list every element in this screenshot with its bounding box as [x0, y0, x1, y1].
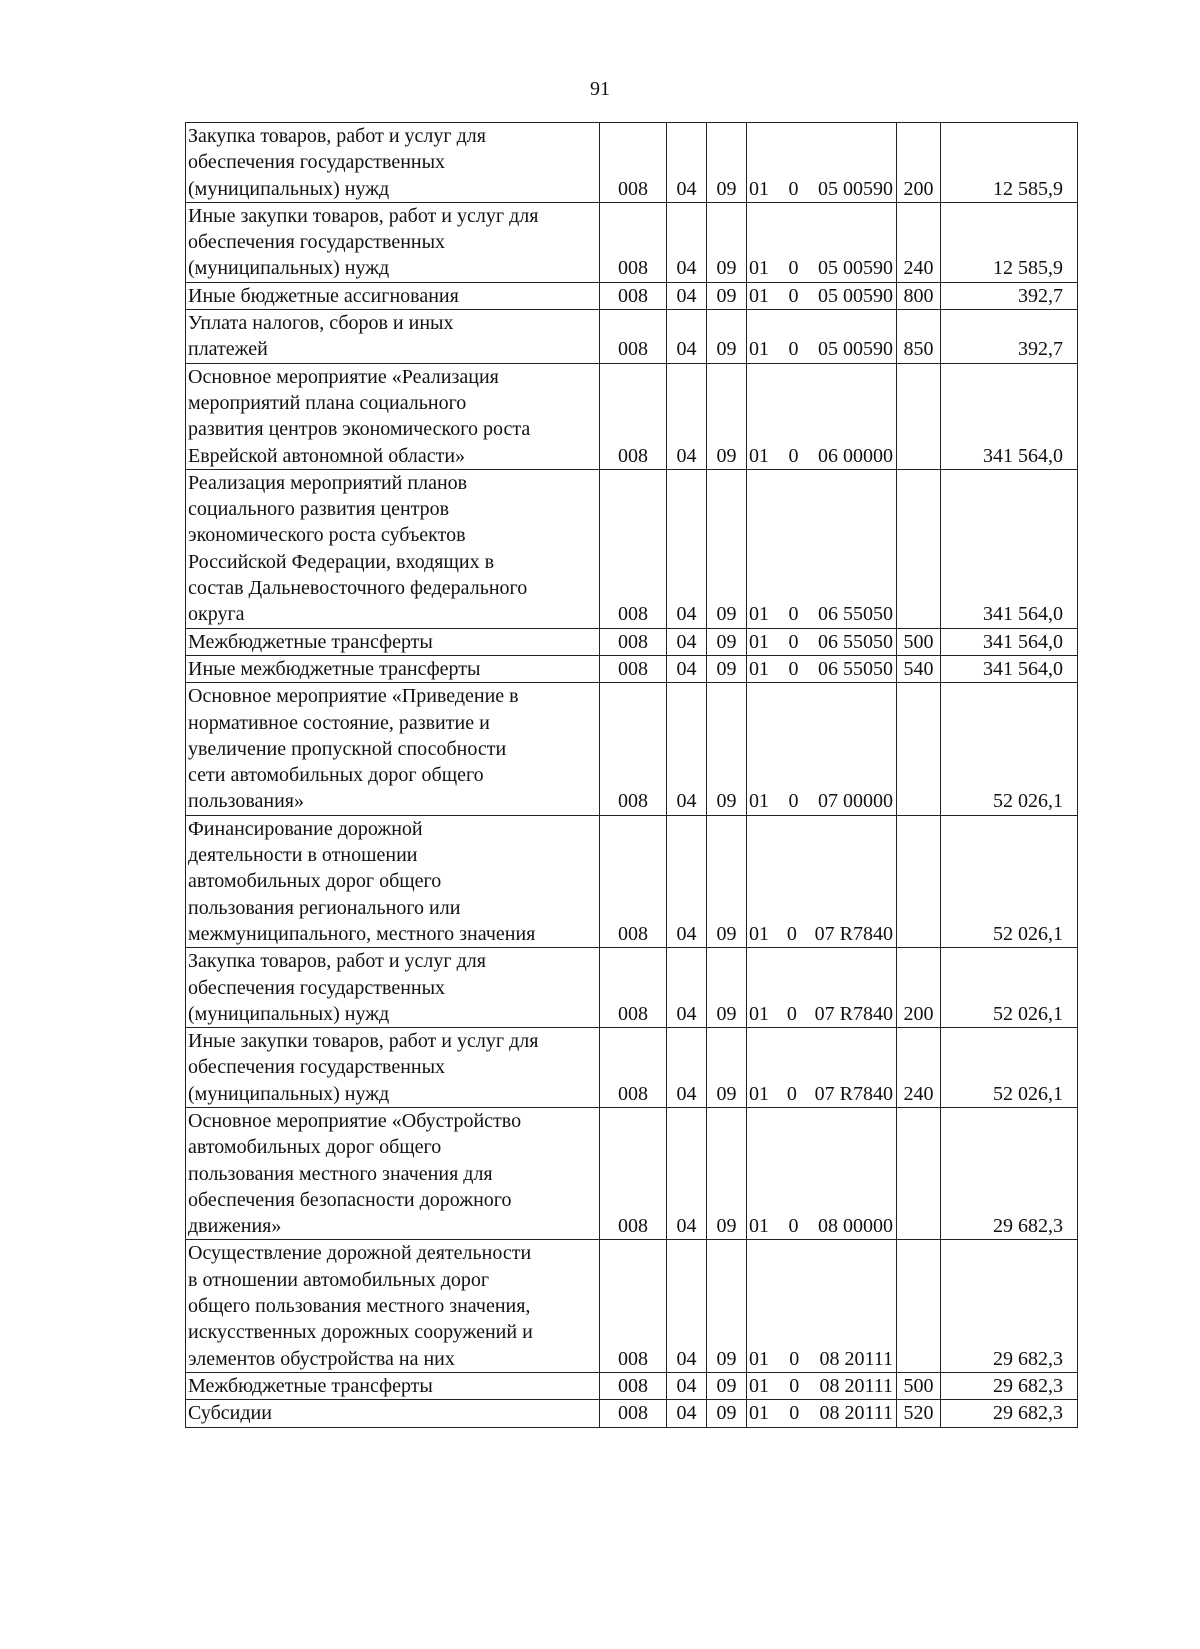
- expense-name-line: Иные закупки товаров, работ и услуг для: [188, 204, 539, 227]
- expense-name-line: состав Дальневосточного федерального: [188, 577, 528, 600]
- gr-code-cell: 008: [600, 310, 667, 364]
- csr-code-part: 0: [788, 257, 799, 280]
- expense-name-line: Субсидии: [188, 1402, 272, 1425]
- expense-name-line: Российской Федерации, входящих в: [188, 550, 495, 573]
- expense-name-line: автомобильных дорог общего: [188, 1136, 442, 1159]
- csr-code-parts: [749, 336, 893, 362]
- expense-name-line: Основное мероприятие «Приведение в: [188, 685, 519, 708]
- csr-code-part: 0: [788, 338, 799, 361]
- sum-cell: 29 682,3: [941, 1107, 1078, 1239]
- sum-cell: 52 026,1: [941, 683, 1078, 815]
- csr-code-part: 0: [786, 1082, 797, 1105]
- gr-code-cell: 008: [600, 1372, 667, 1399]
- csr-code-part: 01: [749, 1002, 769, 1025]
- expense-name-cell: [186, 815, 600, 947]
- sum-cell: 52 026,1: [941, 948, 1078, 1028]
- sum-cell: 341 564,0: [941, 628, 1078, 655]
- csr-code-cell: [747, 1107, 897, 1239]
- table-row: [186, 815, 1078, 947]
- csr-code-part: 01: [749, 922, 769, 945]
- csr-code-part: 0: [788, 657, 799, 680]
- vr-code-cell: [897, 815, 941, 947]
- expense-name-line: Основное мероприятие «Обустройство: [188, 1109, 522, 1132]
- csr-code-cell: [747, 1240, 897, 1372]
- csr-code-part: 01: [749, 444, 769, 467]
- table-row: [186, 1240, 1078, 1372]
- vr-code-cell: 800: [897, 282, 941, 309]
- sum-cell: 29 682,3: [941, 1240, 1078, 1372]
- expense-name-cell: [186, 202, 600, 282]
- csr-code-part: 0: [788, 1215, 799, 1238]
- table-row: [186, 1372, 1078, 1399]
- table-row: [186, 655, 1078, 682]
- sum-cell: 29 682,3: [941, 1372, 1078, 1399]
- csr-code-parts: [749, 629, 893, 655]
- csr-code-part: 05 00590: [818, 338, 893, 361]
- csr-code-part: 0: [788, 630, 799, 653]
- table-row: [186, 202, 1078, 282]
- csr-code-part: 01: [749, 284, 769, 307]
- gr-code-cell: 008: [600, 1028, 667, 1108]
- csr-code-part: 06 00000: [818, 444, 893, 467]
- expense-name-line: Иные закупки товаров, работ и услуг для: [188, 1030, 539, 1053]
- csr-code-part: 07 R7840: [814, 1082, 893, 1105]
- csr-code-part: 08 20111: [819, 1402, 893, 1425]
- expense-name-line: Межбюджетные трансферты: [188, 630, 433, 653]
- expense-name-line: в отношении автомобильных дорог: [188, 1268, 490, 1291]
- rz-code-cell: 04: [667, 815, 707, 947]
- csr-code-part: 0: [789, 1347, 800, 1370]
- expense-name-cell: [186, 1400, 600, 1427]
- rz-code-cell: 04: [667, 655, 707, 682]
- rz-code-cell: 04: [667, 1400, 707, 1427]
- csr-code-cell: [747, 1400, 897, 1427]
- rz-code-cell: 04: [667, 123, 707, 203]
- table-row: [186, 1107, 1078, 1239]
- expense-name-line: Закупка товаров, работ и услуг для: [188, 950, 486, 973]
- expense-name-line: округа: [188, 603, 245, 626]
- pr-code-cell: 09: [707, 628, 747, 655]
- expense-name-line: социального развития центров: [188, 498, 450, 521]
- budget-table-body: [186, 123, 1078, 1428]
- csr-code-cell: [747, 948, 897, 1028]
- csr-code-part: 05 00590: [818, 177, 893, 200]
- vr-code-cell: 200: [897, 948, 941, 1028]
- csr-code-parts: [749, 601, 893, 627]
- expense-name-cell: [186, 1240, 600, 1372]
- rz-code-cell: 04: [667, 683, 707, 815]
- expense-name-line: Основное мероприятие «Реализация: [188, 365, 499, 388]
- expense-name-line: Реализация мероприятий планов: [188, 471, 468, 494]
- csr-code-part: 01: [749, 657, 769, 680]
- csr-code-parts: [749, 1346, 893, 1372]
- expense-name-line: нормативное состояние, развитие и: [188, 711, 490, 734]
- gr-code-cell: 008: [600, 1400, 667, 1427]
- vr-code-cell: 240: [897, 202, 941, 282]
- vr-code-cell: 200: [897, 123, 941, 203]
- csr-code-parts: [749, 1400, 893, 1426]
- gr-code-cell: 008: [600, 1107, 667, 1239]
- csr-code-part: 0: [788, 790, 799, 813]
- vr-code-cell: 240: [897, 1028, 941, 1108]
- table-row: [186, 948, 1078, 1028]
- csr-code-part: 08 20111: [819, 1347, 893, 1370]
- csr-code-part: 0: [788, 177, 799, 200]
- expense-name-line: обеспечения государственных: [188, 231, 446, 254]
- table-row: [186, 628, 1078, 655]
- pr-code-cell: 09: [707, 1107, 747, 1239]
- rz-code-cell: 04: [667, 628, 707, 655]
- csr-code-cell: [747, 469, 897, 628]
- csr-code-parts: [749, 788, 893, 814]
- expense-name-line: Иные межбюджетные трансферты: [188, 657, 481, 680]
- csr-code-cell: [747, 1372, 897, 1399]
- csr-code-part: 0: [789, 1402, 800, 1425]
- expense-name-cell: [186, 469, 600, 628]
- csr-code-parts: [749, 1001, 893, 1027]
- gr-code-cell: 008: [600, 948, 667, 1028]
- expense-name-line: деятельности в отношении: [188, 844, 418, 867]
- csr-code-part: 0: [789, 1374, 800, 1397]
- rz-code-cell: 04: [667, 202, 707, 282]
- expense-name-cell: [186, 655, 600, 682]
- expense-name-line: пользования местного значения для: [188, 1162, 493, 1185]
- csr-code-cell: [747, 683, 897, 815]
- gr-code-cell: 008: [600, 683, 667, 815]
- expense-name-line: сети автомобильных дорог общего: [188, 764, 484, 787]
- pr-code-cell: 09: [707, 655, 747, 682]
- rz-code-cell: 04: [667, 282, 707, 309]
- expense-name-line: автомобильных дорог общего: [188, 870, 442, 893]
- expense-name-cell: [186, 310, 600, 364]
- vr-code-cell: 520: [897, 1400, 941, 1427]
- expense-name-cell: [186, 1372, 600, 1399]
- csr-code-part: 05 00590: [818, 257, 893, 280]
- expense-name-line: платежей: [188, 338, 268, 361]
- expense-name-cell: [186, 948, 600, 1028]
- pr-code-cell: 09: [707, 123, 747, 203]
- csr-code-cell: [747, 202, 897, 282]
- expense-name-line: Межбюджетные трансферты: [188, 1374, 433, 1397]
- rz-code-cell: 04: [667, 310, 707, 364]
- pr-code-cell: 09: [707, 310, 747, 364]
- csr-code-part: 01: [749, 1374, 769, 1397]
- csr-code-parts: [749, 443, 893, 469]
- csr-code-parts: [749, 1373, 893, 1399]
- csr-code-cell: [747, 282, 897, 309]
- expense-name-cell: [186, 628, 600, 655]
- expense-name-line: мероприятий плана социального: [188, 391, 467, 414]
- csr-code-parts: [749, 921, 893, 947]
- vr-code-cell: 500: [897, 1372, 941, 1399]
- csr-code-part: 08 20111: [819, 1374, 893, 1397]
- sum-cell: 341 564,0: [941, 363, 1078, 469]
- sum-cell: 52 026,1: [941, 815, 1078, 947]
- csr-code-part: 06 55050: [818, 657, 893, 680]
- sum-cell: 392,7: [941, 282, 1078, 309]
- gr-code-cell: 008: [600, 469, 667, 628]
- csr-code-cell: [747, 123, 897, 203]
- sum-cell: 52 026,1: [941, 1028, 1078, 1108]
- pr-code-cell: 09: [707, 282, 747, 309]
- table-row: [186, 363, 1078, 469]
- vr-code-cell: [897, 683, 941, 815]
- sum-cell: 29 682,3: [941, 1400, 1078, 1427]
- expense-name-line: элементов обустройства на них: [188, 1347, 455, 1370]
- csr-code-part: 01: [749, 257, 769, 280]
- csr-code-part: 01: [749, 1215, 769, 1238]
- csr-code-cell: [747, 1028, 897, 1108]
- table-row: [186, 1028, 1078, 1108]
- expense-name-line: обеспечения государственных: [188, 151, 446, 174]
- expense-name-cell: [186, 1028, 600, 1108]
- vr-code-cell: 540: [897, 655, 941, 682]
- expense-name-line: обеспечения государственных: [188, 1056, 446, 1079]
- expense-name-line: движения»: [188, 1215, 282, 1238]
- sum-cell: 12 585,9: [941, 202, 1078, 282]
- expense-name-line: Закупка товаров, работ и услуг для: [188, 125, 486, 147]
- rz-code-cell: 04: [667, 363, 707, 469]
- table-row: [186, 469, 1078, 628]
- expense-name-cell: [186, 282, 600, 309]
- csr-code-part: 01: [749, 603, 769, 626]
- csr-code-part: 06 55050: [818, 603, 893, 626]
- gr-code-cell: 008: [600, 282, 667, 309]
- sum-cell: 341 564,0: [941, 469, 1078, 628]
- table-row: [186, 310, 1078, 364]
- expense-name-line: обеспечения безопасности дорожного: [188, 1188, 512, 1211]
- expense-name-line: экономического роста субъектов: [188, 524, 466, 547]
- csr-code-parts: [749, 1213, 893, 1239]
- expense-name-cell: [186, 683, 600, 815]
- pr-code-cell: 09: [707, 948, 747, 1028]
- vr-code-cell: [897, 1240, 941, 1372]
- csr-code-cell: [747, 655, 897, 682]
- expense-name-line: Еврейской автономной области»: [188, 444, 466, 467]
- vr-code-cell: [897, 363, 941, 469]
- csr-code-cell: [747, 363, 897, 469]
- gr-code-cell: 008: [600, 815, 667, 947]
- expense-name-line: Финансирование дорожной: [188, 817, 423, 840]
- gr-code-cell: 008: [600, 202, 667, 282]
- pr-code-cell: 09: [707, 1372, 747, 1399]
- sum-cell: 12 585,9: [941, 123, 1078, 203]
- rz-code-cell: 04: [667, 1028, 707, 1108]
- table-row: [186, 123, 1078, 203]
- sum-cell: 341 564,0: [941, 655, 1078, 682]
- csr-code-cell: [747, 628, 897, 655]
- vr-code-cell: 850: [897, 310, 941, 364]
- csr-code-cell: [747, 310, 897, 364]
- csr-code-parts: [749, 1081, 893, 1107]
- gr-code-cell: 008: [600, 628, 667, 655]
- pr-code-cell: 09: [707, 1028, 747, 1108]
- expense-name-cell: [186, 123, 600, 203]
- csr-code-part: 05 00590: [818, 284, 893, 307]
- csr-code-part: 0: [788, 444, 799, 467]
- expense-name-line: пользования регионального или: [188, 896, 461, 919]
- rz-code-cell: 04: [667, 948, 707, 1028]
- table-row: [186, 1400, 1078, 1427]
- expense-name-cell: [186, 1107, 600, 1239]
- csr-code-part: 01: [749, 630, 769, 653]
- expense-name-line: пользования»: [188, 790, 304, 813]
- csr-code-part: 07 R7840: [814, 922, 893, 945]
- pr-code-cell: 09: [707, 202, 747, 282]
- csr-code-part: 01: [749, 177, 769, 200]
- vr-code-cell: [897, 1107, 941, 1239]
- expense-name-line: обеспечения государственных: [188, 976, 446, 999]
- csr-code-part: 0: [788, 603, 799, 626]
- csr-code-part: 01: [749, 1082, 769, 1105]
- expense-name-line: (муниципальных) нужд: [188, 1002, 390, 1025]
- pr-code-cell: 09: [707, 815, 747, 947]
- csr-code-part: 07 R7840: [814, 1002, 893, 1025]
- rz-code-cell: 04: [667, 1107, 707, 1239]
- expense-name-line: Иные бюджетные ассигнования: [188, 284, 459, 307]
- csr-code-parts: [749, 283, 893, 309]
- csr-code-part: 0: [786, 1002, 797, 1025]
- rz-code-cell: 04: [667, 469, 707, 628]
- table-row: [186, 282, 1078, 309]
- csr-code-parts: [749, 176, 893, 202]
- csr-code-part: 0: [788, 284, 799, 307]
- csr-code-part: 07 00000: [818, 790, 893, 813]
- vr-code-cell: 500: [897, 628, 941, 655]
- gr-code-cell: 008: [600, 363, 667, 469]
- pr-code-cell: 09: [707, 469, 747, 628]
- pr-code-cell: 09: [707, 683, 747, 815]
- csr-code-part: 01: [749, 1402, 769, 1425]
- csr-code-part: 01: [749, 338, 769, 361]
- expense-name-line: развития центров экономического роста: [188, 418, 531, 441]
- rz-code-cell: 04: [667, 1240, 707, 1372]
- vr-code-cell: [897, 469, 941, 628]
- gr-code-cell: 008: [600, 1240, 667, 1372]
- csr-code-part: 01: [749, 790, 769, 813]
- csr-code-parts: [749, 255, 893, 281]
- csr-code-cell: [747, 815, 897, 947]
- csr-code-part: 06 55050: [818, 630, 893, 653]
- expense-name-cell: [186, 363, 600, 469]
- table-row: [186, 683, 1078, 815]
- gr-code-cell: 008: [600, 655, 667, 682]
- gr-code-cell: 008: [600, 123, 667, 203]
- expense-name-line: Уплата налогов, сборов и иных: [188, 312, 454, 335]
- csr-code-part: 08 00000: [818, 1215, 893, 1238]
- expense-name-line: увеличение пропускной способности: [188, 737, 507, 760]
- csr-code-part: 0: [786, 922, 797, 945]
- rz-code-cell: 04: [667, 1372, 707, 1399]
- pr-code-cell: 09: [707, 363, 747, 469]
- expense-name-line: (муниципальных) нужд: [188, 177, 390, 200]
- expense-name-line: общего пользования местного значения,: [188, 1295, 531, 1318]
- expense-name-line: (муниципальных) нужд: [188, 1082, 390, 1105]
- expense-name-line: межмуниципального, местного значения: [188, 922, 536, 945]
- pr-code-cell: 09: [707, 1240, 747, 1372]
- expense-name-line: искусственных дорожных сооружений и: [188, 1321, 533, 1344]
- budget-table: [185, 122, 1078, 1428]
- page-number: 91: [590, 78, 610, 100]
- sum-cell: 392,7: [941, 310, 1078, 364]
- csr-code-parts: [749, 656, 893, 682]
- expense-name-line: (муниципальных) нужд: [188, 257, 390, 280]
- expense-name-line: Осуществление дорожной деятельности: [188, 1242, 532, 1265]
- csr-code-part: 01: [749, 1347, 769, 1370]
- pr-code-cell: 09: [707, 1400, 747, 1427]
